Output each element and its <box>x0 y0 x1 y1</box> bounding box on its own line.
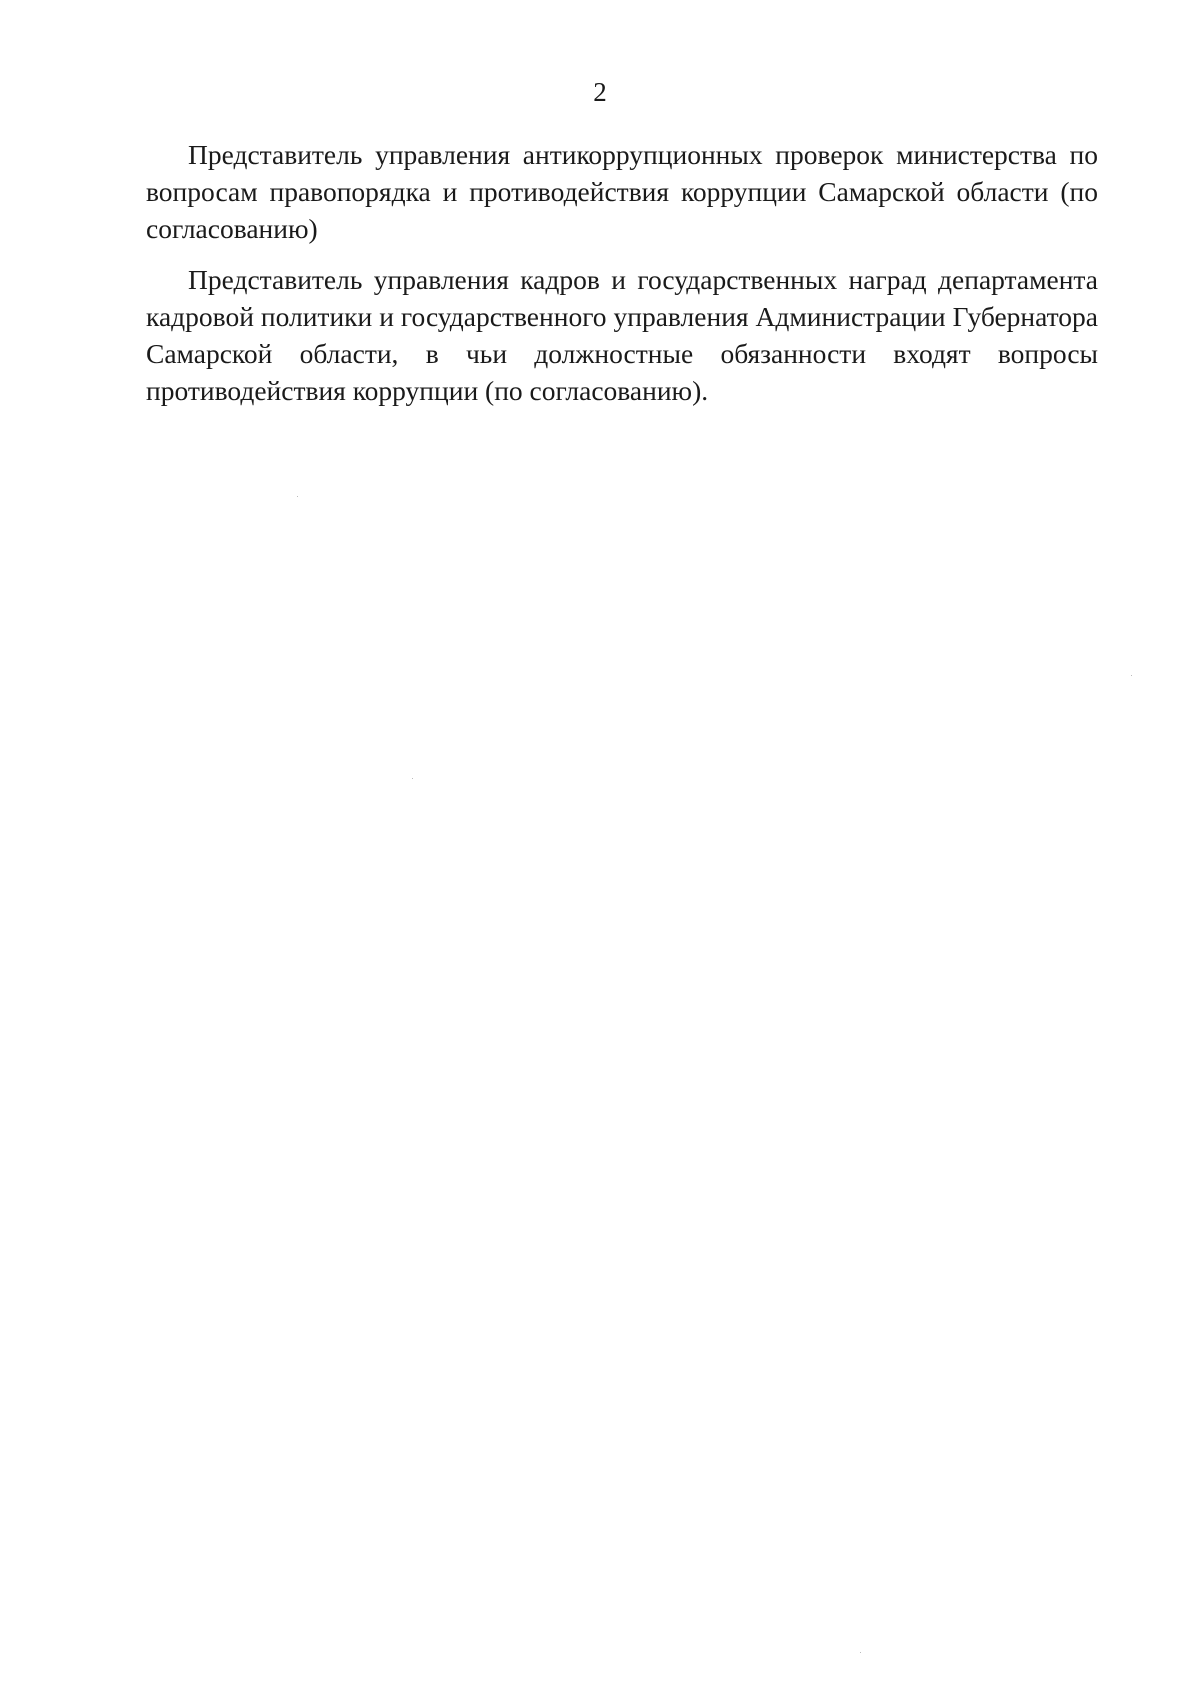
document-body <box>146 136 1098 423</box>
paragraph-anticorruption-representative: Представитель управления антикоррупционных проверок министерства по вопросам правопорядка и противодействия коррупции Самарской области (по согласованию) <box>146 139 1098 244</box>
page-number: 2 <box>593 77 607 107</box>
paragraph-personnel-representative: Представитель управления кадров и государственных наград департамента кадровой политики и государственного управления Администрации Губернатора Самарской области, в чьи должностные обязанности входят вопросы противодействия коррупции (по согласованию). <box>146 264 1098 406</box>
